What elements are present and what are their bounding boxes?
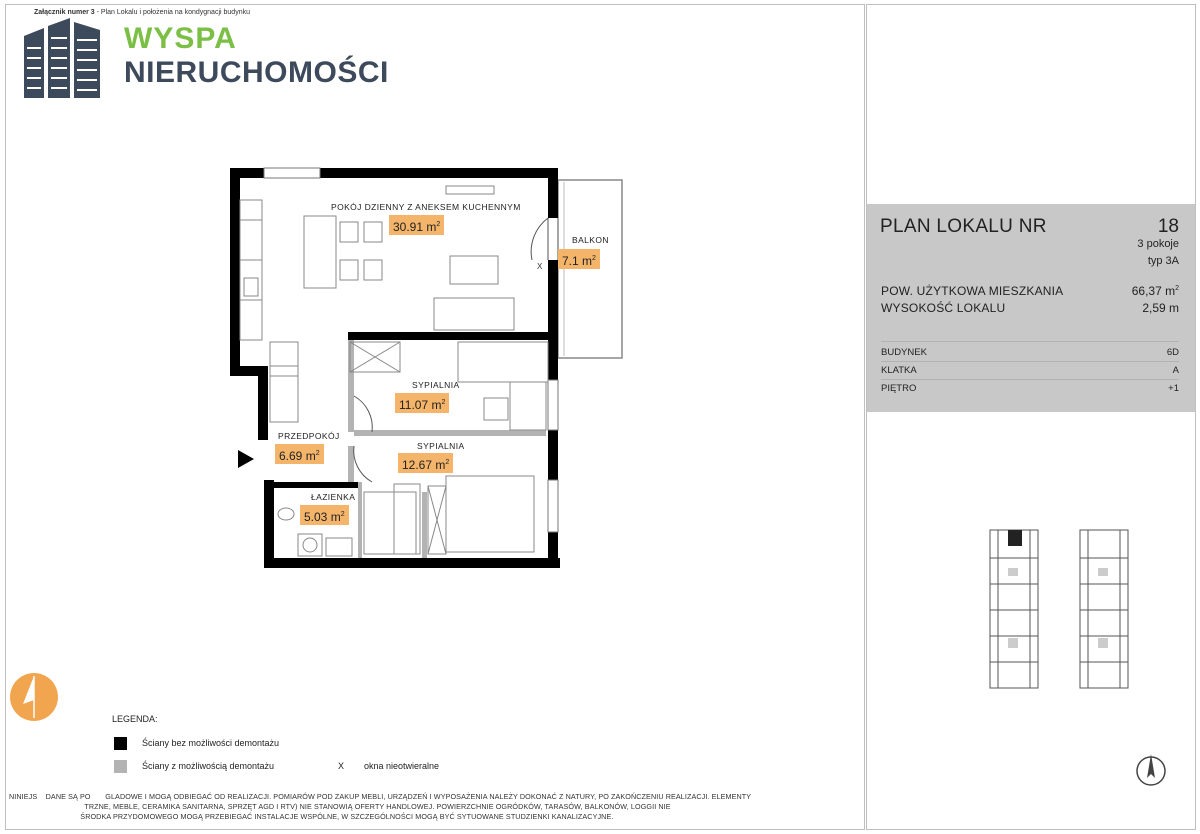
legend-label-removable: Ściany z możliwością demontażu xyxy=(142,761,275,771)
legend-label-fixed: Ściany bez możliwości demontażu xyxy=(142,738,280,748)
attachment-note: Załącznik numer 3 - Plan Lokalu i położenia na kondygnacji budynku xyxy=(34,9,250,16)
staircase-label: KLATKA xyxy=(881,365,917,376)
area-badge-bedroom2: 12.67 $m^2$ xyxy=(398,453,453,473)
panel-divider xyxy=(881,341,1179,342)
brand-name-line1: WYSPA xyxy=(124,22,237,55)
svg-text:X: X xyxy=(537,262,543,271)
room-count: 3 pokoje xyxy=(1137,238,1179,250)
legend-swatch-removable xyxy=(114,760,127,773)
panel-title: PLAN LOKALU NR xyxy=(880,216,1047,237)
floor-label: PIĘTRO xyxy=(881,383,917,394)
unit-info-panel xyxy=(867,204,1195,412)
room-label-bathroom: ŁAZIENKA xyxy=(311,492,356,502)
room-label-bedroom1: SYPIALNIA xyxy=(412,380,460,390)
usable-area-label: POW. UŻYTKOWA MIESZKANIA xyxy=(881,284,1064,298)
entry-arrow-icon xyxy=(238,450,254,468)
usable-area-value: 66,37 $m^2$ xyxy=(1131,284,1179,298)
legend-title: LEGENDA: xyxy=(112,714,158,724)
building-location-plan-left xyxy=(984,528,1044,692)
legend-swatch-fixed xyxy=(114,737,127,750)
area-badge-living: 30.91 $m^2$ xyxy=(389,215,444,235)
brand-name-line2: NIERUCHOMOŚCI xyxy=(124,56,389,89)
area-badge-balcony: 7.1 $m^2$ xyxy=(558,249,600,269)
floor-value: +1 xyxy=(1168,383,1179,394)
building-logo-icon xyxy=(24,18,102,100)
building-value: 6D xyxy=(1166,347,1179,358)
legend-label-window: okna nieotwieralne xyxy=(364,761,440,771)
info-frame xyxy=(866,4,1196,830)
legend-x-mark: X xyxy=(338,761,345,771)
room-label-living: POKÓJ DZIENNY Z ANEKSEM KUCHENNYM xyxy=(331,202,521,212)
height-value: 2,59 m xyxy=(1142,301,1179,315)
room-label-balcony: BALKON xyxy=(572,235,609,245)
area-badge-bedroom1: 11.07 $m^2$ xyxy=(395,393,449,413)
area-badge-bathroom: 5.03 $m^2$ xyxy=(300,505,349,525)
panel-divider xyxy=(881,379,1179,380)
room-label-bedroom2: SYPIALNIA xyxy=(417,441,465,451)
north-arrow-icon xyxy=(1134,752,1168,788)
compass-icon xyxy=(9,672,59,722)
building-location-plan-right xyxy=(1074,528,1134,692)
disclaimer-text: NINIEJS DANE SĄ PO GLADOWE I MOGĄ ODBIEGAĆ OD REALIZACJI. POMIARÓW POD ZAKUP MEBLI, URZĄDZEŃ I WYPOSAŻENIA NALEŻY DOKONAĆ Z NATURY, PO ZAKOŃCZENIU REALIZACJI. ELEMENTY TRZNE, MEBLE, CERAMIKA SANITARNA, SPRZĘT AGD I RTV) NIE STANOWIĄ OFERTY HANDLOWEJ. POWIERZCHNIE OGRÓDKÓW, TARASÓW, BALKONÓW, LOGGII NIE ŚRODKA PRZYDOMOWEGO MOGĄ PRZEBIEGAĆ INSTALACJE WSPÓLNE, W SZCZEGÓLNOŚCI MOGĄ BYĆ SYTUOWANE STUDZIENKI KANALIZACYJNE. xyxy=(9,792,752,821)
unit-type: typ 3A xyxy=(1147,255,1179,267)
room-label-hall: PRZEDPOKÓJ xyxy=(278,431,340,441)
area-badge-hall: 6.69 $m^2$ xyxy=(275,444,324,464)
building-label: BUDYNEK xyxy=(881,347,927,358)
unit-number: 18 xyxy=(1157,216,1179,237)
staircase-value: A xyxy=(1172,365,1179,376)
panel-divider xyxy=(881,361,1179,362)
height-label: WYSOKOŚĆ LOKALU xyxy=(881,301,1006,315)
